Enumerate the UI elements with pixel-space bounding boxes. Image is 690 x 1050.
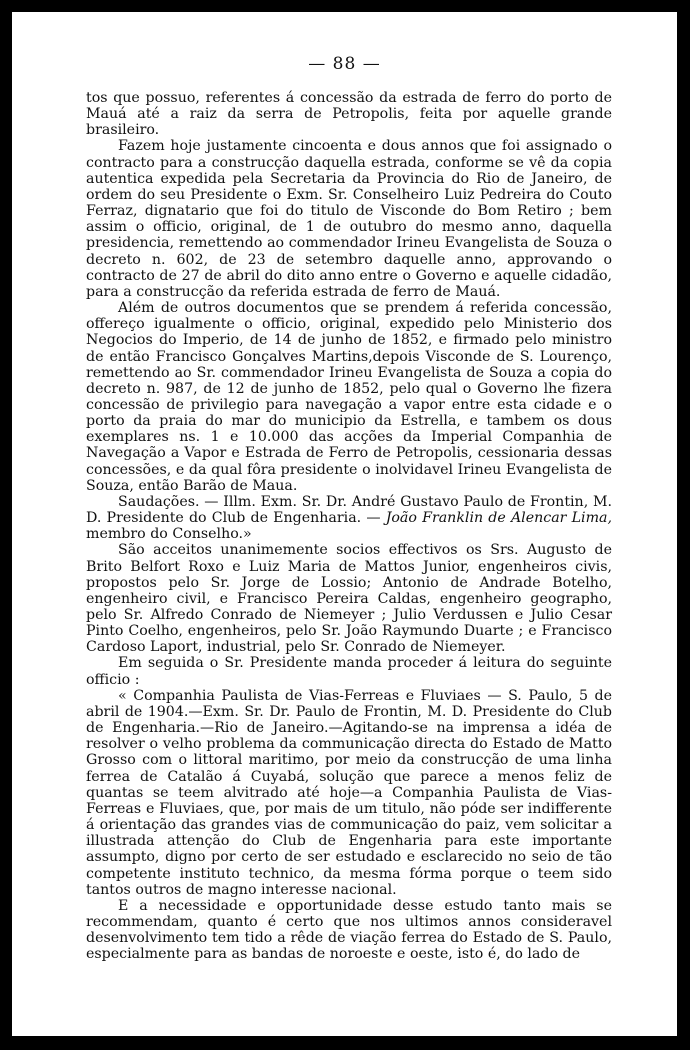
paragraph: Fazem hoje justamente cincoenta e dous annos que foi assignado o contracto para a construcção daquella estrada, conforme se vê da copia autentica expedida pela Secretaria da Provincia do Rio de Janeiro, de ordem do seu Presidente o Exm. Sr. Conselheiro Luiz Pedreira do Couto Ferraz, dignatario que foi do titulo de Visconde do Bom Retiro ; bem assim o officio, original, de 1 de outubro do mesmo anno, daquella presidencia, remettendo ao commendador Irineu Evangelista de Souza o decreto n. 602, de 23 de setembro daquelle anno, approvando o contracto de 27 de abril do dito anno entre o Governo e aquelle cidadão, para a construcção da referida estrada de ferro de Mauá. (86, 138, 612, 300)
page-number: — 88 — (308, 54, 381, 74)
paragraph: tos que possuo, referentes á concessão da estrada de ferro do porto de Mauá até a raiz da serra de Petropolis, feita por aquelle grande brasileiro. (86, 90, 612, 139)
page-sheet (12, 12, 677, 1036)
paragraph: Em seguida o Sr. Presidente manda proceder á leitura do seguinte officio : (86, 655, 612, 688)
body-text (86, 90, 612, 962)
signature: João Franklin de Alencar Lima, (385, 510, 612, 527)
paragraph: São acceitos unanimemente socios effectivos os Srs. Augusto de Brito Belfort Roxo e Luiz Maria de Mattos Junior, engenheiros civis, propostos pelo Sr. Jorge de Lossio; Antonio de Andrade Botelho, engenheiro civil, e Francisco Pereira Caldas, engenheiro geographo, pelo Sr. Alfredo Conrado de Niemeyer ; Julio Verdussen e Julio Cesar Pinto Coelho, engenheiros, pelo Sr. João Raymundo Duarte ; e Francisco Cardoso Laport, industrial, pelo Sr. Conrado de Niemeyer. (86, 542, 612, 656)
salutation: Saudações. — Illm. Exm. Sr. Dr. André Gustavo Paulo de Frontin, M. D. Presidente do Club de Engenharia. — (86, 493, 612, 527)
paragraph: Além de outros documentos que se prendem á referida concessão, offereço igualmente o officio, original, expedido pelo Ministerio dos Negocios do Imperio, de 14 de junho de 1852, e firmado pelo ministro de então Francisco Gonçalves Martins,depois Visconde de S. Lourenço, remettendo ao Sr. commendador Irineu Evangelista de Souza a copia do decreto n. 987, de 12 de junho de 1852, pelo qual o Governo lhe fizera concessão de privilegio para navegação a vapor entre esta cidade e o porto da praia do mar do municipio da Estrella, e tambem os dous exemplares ns. 1 e 10.000 das acções da Imperial Companhia de Navegação a Vapor e Estrada de Ferro de Petropolis, cessionaria dessas concessões, e da qual fôra presidente o inolvidavel Irineu Evangelista de Souza, então Barão de Maua. (86, 300, 612, 494)
paragraph: « Companhia Paulista de Vias-Ferreas e Fluviaes — S. Paulo, 5 de abril de 1904.—Exm. Sr. Dr. Paulo de Frontin, M. D. Presidente do Club de Engenharia.—Rio de Janeiro.—Agitando-se na imprensa a idéa de resolver o velho problema da communicação directa do Estado de Matto Grosso com o littoral maritimo, por meio da construcção de uma linha ferrea de Catalão á Cuyabá, solução que parece a menos feliz de quantas se teem alvitrado até hoje—a Companhia Paulista de Vias-Ferreas e Fluviaes, que, por mais de um titulo, não póde ser indifferente á orientação das grandes vias de communicação do paiz, vem solicitar a illustrada attenção do Club de Engenharia para este importante assumpto, digno por certo de ser estudado e esclarecido no seio de tão competente instituto technico, da mesma fórma porque o teem sido tantos outros de magno interesse nacional. (86, 687, 612, 898)
closing-paragraph (86, 494, 612, 542)
paragraph: E a necessidade e opportunidade desse estudo tanto mais se recommendam, quanto é certo que nos ultimos annos consideravel desenvolvimento tem tido a rêde de viação ferrea do Estado de S. Paulo, especialmente para as bandas de noroeste e oeste, isto é, do lado de (86, 897, 612, 963)
signature-role: membro do Conselho.» (86, 526, 252, 543)
